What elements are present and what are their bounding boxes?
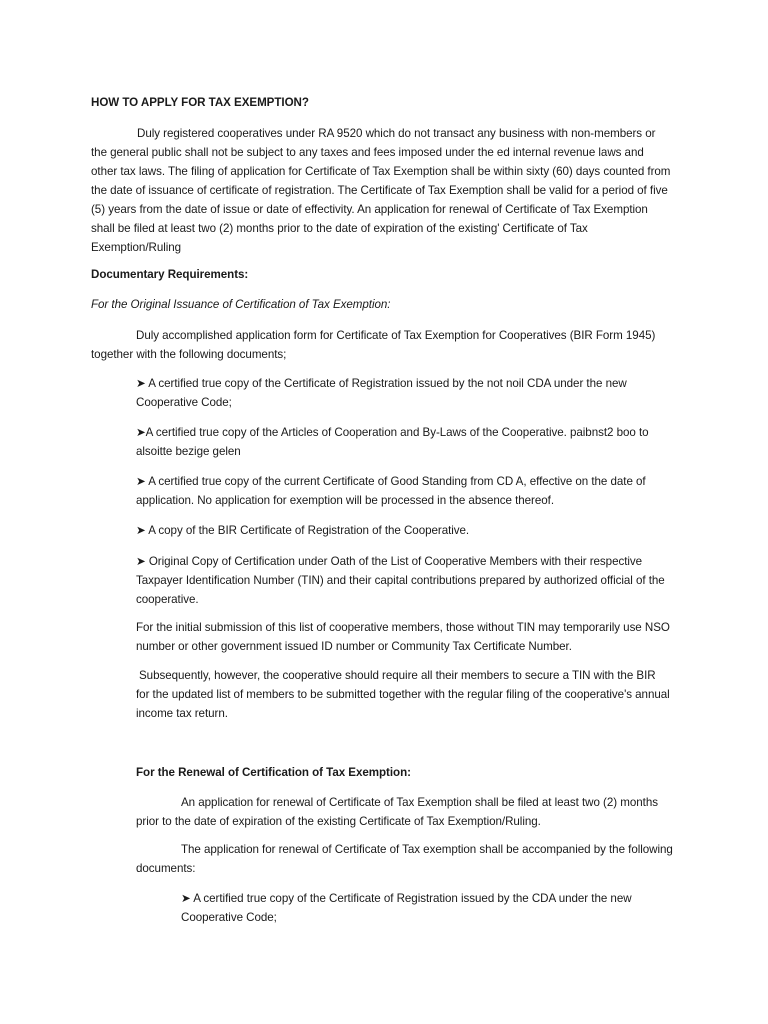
arrow-bullet-icon: ➤ xyxy=(136,426,146,439)
arrow-bullet-icon: ➤ xyxy=(136,475,146,488)
page-title: HOW TO APPLY FOR TAX EXEMPTION? xyxy=(91,96,309,109)
list-item xyxy=(181,889,671,927)
list-item-text: A certified true copy of the Articles of Cooperation and By-Laws of the Cooperative. paibnst2 boo to alsoitte bezige gelen xyxy=(136,426,649,458)
list-item-text: Original Copy of Certification under Oath of the List of Cooperative Members with their respective Taxpayer Identification Number (TIN) and their capital contributions prepared by authorized official of the cooperative. xyxy=(136,555,665,606)
list-item-text: A certified true copy of the Certificate of Registration issued by the not noil CDA under the new Cooperative Code; xyxy=(136,377,627,409)
initial-submission-paragraph: For the initial submission of this list of cooperative members, those without TIN may temporarily use NSO number or other government issued ID number or Community Tax Certificate Number. xyxy=(136,621,670,653)
list-item-text: A certified true copy of the current Certificate of Good Standing from CD A, effective on the date of application. No application for exemption will be processed in the absence thereof. xyxy=(136,475,646,507)
arrow-bullet-icon: ➤ xyxy=(181,892,191,905)
list-item-text: A copy of the BIR Certificate of Registration of the Cooperative. xyxy=(145,524,470,537)
list-item xyxy=(136,521,666,540)
renewal-paragraph-2: The application for renewal of Certificate of Tax exemption shall be accompanied by the following documents: xyxy=(136,843,673,875)
arrow-bullet-icon: ➤ xyxy=(136,377,146,390)
list-item-text: A certified true copy of the Certificate of Registration issued by the CDA under the new Cooperative Code; xyxy=(181,892,632,924)
arrow-bullet-icon: ➤ xyxy=(136,524,146,537)
original-lead-paragraph: Duly accomplished application form for Certificate of Tax Exemption for Cooperatives (BIR Form 1945) together with the following documents; xyxy=(91,329,656,361)
subsequently-paragraph: Subsequently, however, the cooperative should require all their members to secure a TIN with the BIR for the updated list of members to be submitted together with the regular filing of the cooperative's annual income tax return. xyxy=(136,669,670,720)
arrow-bullet-icon: ➤ xyxy=(136,555,146,568)
original-issuance-subheading: For the Original Issuance of Certification of Tax Exemption: xyxy=(91,298,391,311)
list-item xyxy=(136,374,666,412)
renewal-heading: For the Renewal of Certification of Tax Exemption: xyxy=(136,766,411,779)
list-item xyxy=(136,552,666,609)
documentary-requirements-heading: Documentary Requirements: xyxy=(91,268,249,281)
list-item xyxy=(136,472,671,510)
renewal-paragraph-1: An application for renewal of Certificate of Tax Exemption shall be filed at least two (2) months prior to the date of expiration of the existing Certificate of Tax Exemption/Ruling. xyxy=(136,796,658,828)
list-item xyxy=(136,423,666,461)
intro-paragraph: Duly registered cooperatives under RA 9520 which do not transact any business with non-members or the general public shall not be subject to any taxes and fees imposed under the ed internal revenue laws and other tax laws. The filing of application for Certificate of Tax Exemption shall be within sixty (60) days counted from the date of issuance of certificate of registration. The Certificate of Tax Exemption shall be valid for a period of five (5) years from the date of issue or date of effectivity. An application for renewal of Certificate of Tax Exemption shall be filed at least two (2) months prior to the date of expiration of the existing' Certificate of Tax Exemption/Ruling xyxy=(91,127,671,254)
